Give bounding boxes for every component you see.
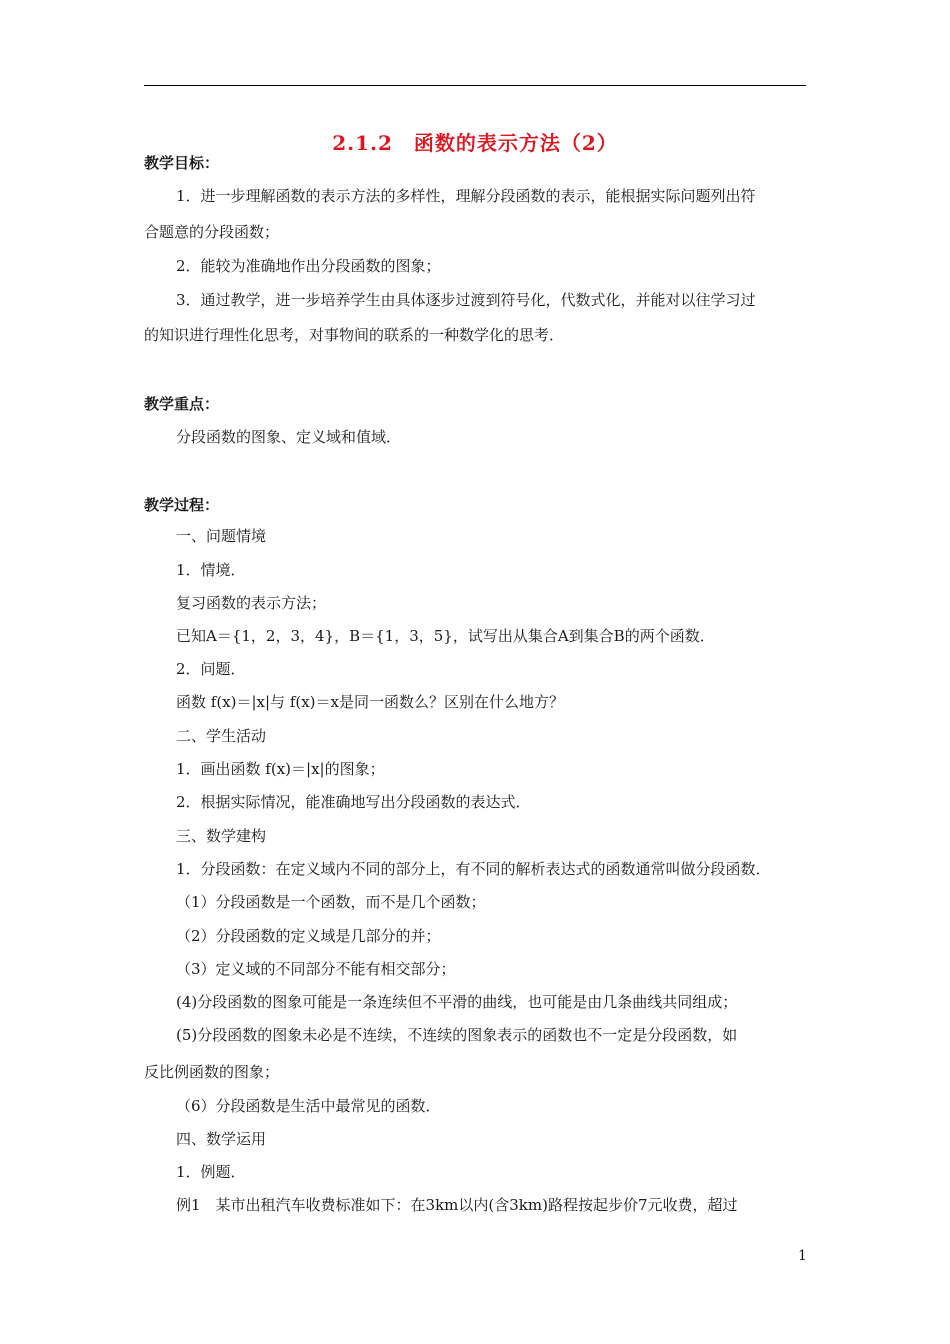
process-line: 1．画出函数 f(x)＝|x|的图象；: [176, 760, 385, 778]
page-title: 2.1.2 函数的表示方法（2）: [332, 131, 618, 155]
header-rule: [144, 85, 806, 86]
goal-item-1-cont: 合题意的分段函数；: [144, 223, 280, 241]
process-line: 例1 某市出租汽车收费标准如下：在3km以内(含3km)路程按起步价7元收费，超过: [176, 1196, 738, 1214]
process-line: 1．例题．: [176, 1163, 246, 1181]
process-line: 四、数学运用: [176, 1130, 267, 1148]
process-line: (5)分段函数的图象未必是不连续，不连续的图象表示的函数也不一定是分段函数，如: [176, 1026, 738, 1044]
process-line: 1．情境．: [176, 561, 246, 579]
process-line: (4)分段函数的图象可能是一条连续但不平滑的曲线，也可能是由几条曲线共同组成；: [176, 993, 738, 1011]
goal-item-1: 1．进一步理解函数的表示方法的多样性，理解分段函数的表示，能根据实际问题列出符: [176, 187, 756, 205]
goals-heading: 教学目标：: [144, 154, 220, 172]
page-number: 1: [798, 1248, 807, 1264]
goal-item-3-cont: 的知识进行理性化思考，对事物间的联系的一种数学化的思考．: [144, 326, 565, 344]
process-line: （2）分段函数的定义域是几部分的并；: [176, 927, 441, 945]
process-line: （6）分段函数是生活中最常见的函数．: [176, 1097, 441, 1115]
process-heading: 教学过程：: [144, 496, 220, 514]
process-line: 2．根据实际情况，能准确地写出分段函数的表达式．: [176, 793, 531, 811]
process-line: 反比例函数的图象；: [144, 1063, 280, 1081]
process-line: 2．问题．: [176, 660, 246, 678]
key-heading: 教学重点：: [144, 395, 220, 413]
process-line: （1）分段函数是一个函数，而不是几个函数；: [176, 893, 486, 911]
process-line: 二、学生活动: [176, 727, 267, 745]
process-line: 1．分段函数：在定义域内不同的部分上，有不同的解析表达式的函数通常叫做分段函数．: [176, 860, 771, 878]
goal-item-3: 3．通过教学，进一步培养学生由具体逐步过渡到符号化，代数式化，并能对以往学习过: [176, 291, 756, 309]
process-line: 函数 f(x)＝|x|与 f(x)＝x是同一函数么？区别在什么地方？: [176, 693, 564, 711]
process-line: 复习函数的表示方法；: [176, 594, 327, 612]
goal-item-2: 2．能较为准确地作出分段函数的图象；: [176, 257, 441, 275]
key-text: 分段函数的图象、定义域和值域．: [176, 428, 402, 446]
process-line: 一、问题情境: [176, 527, 267, 545]
process-line: 已知A＝{1，2，3，4}，B＝{1，3，5}，试写出从集合A到集合B的两个函数．: [176, 627, 715, 645]
process-line: 三、数学建构: [176, 827, 267, 845]
process-line: （3）定义域的不同部分不能有相交部分；: [176, 960, 456, 978]
